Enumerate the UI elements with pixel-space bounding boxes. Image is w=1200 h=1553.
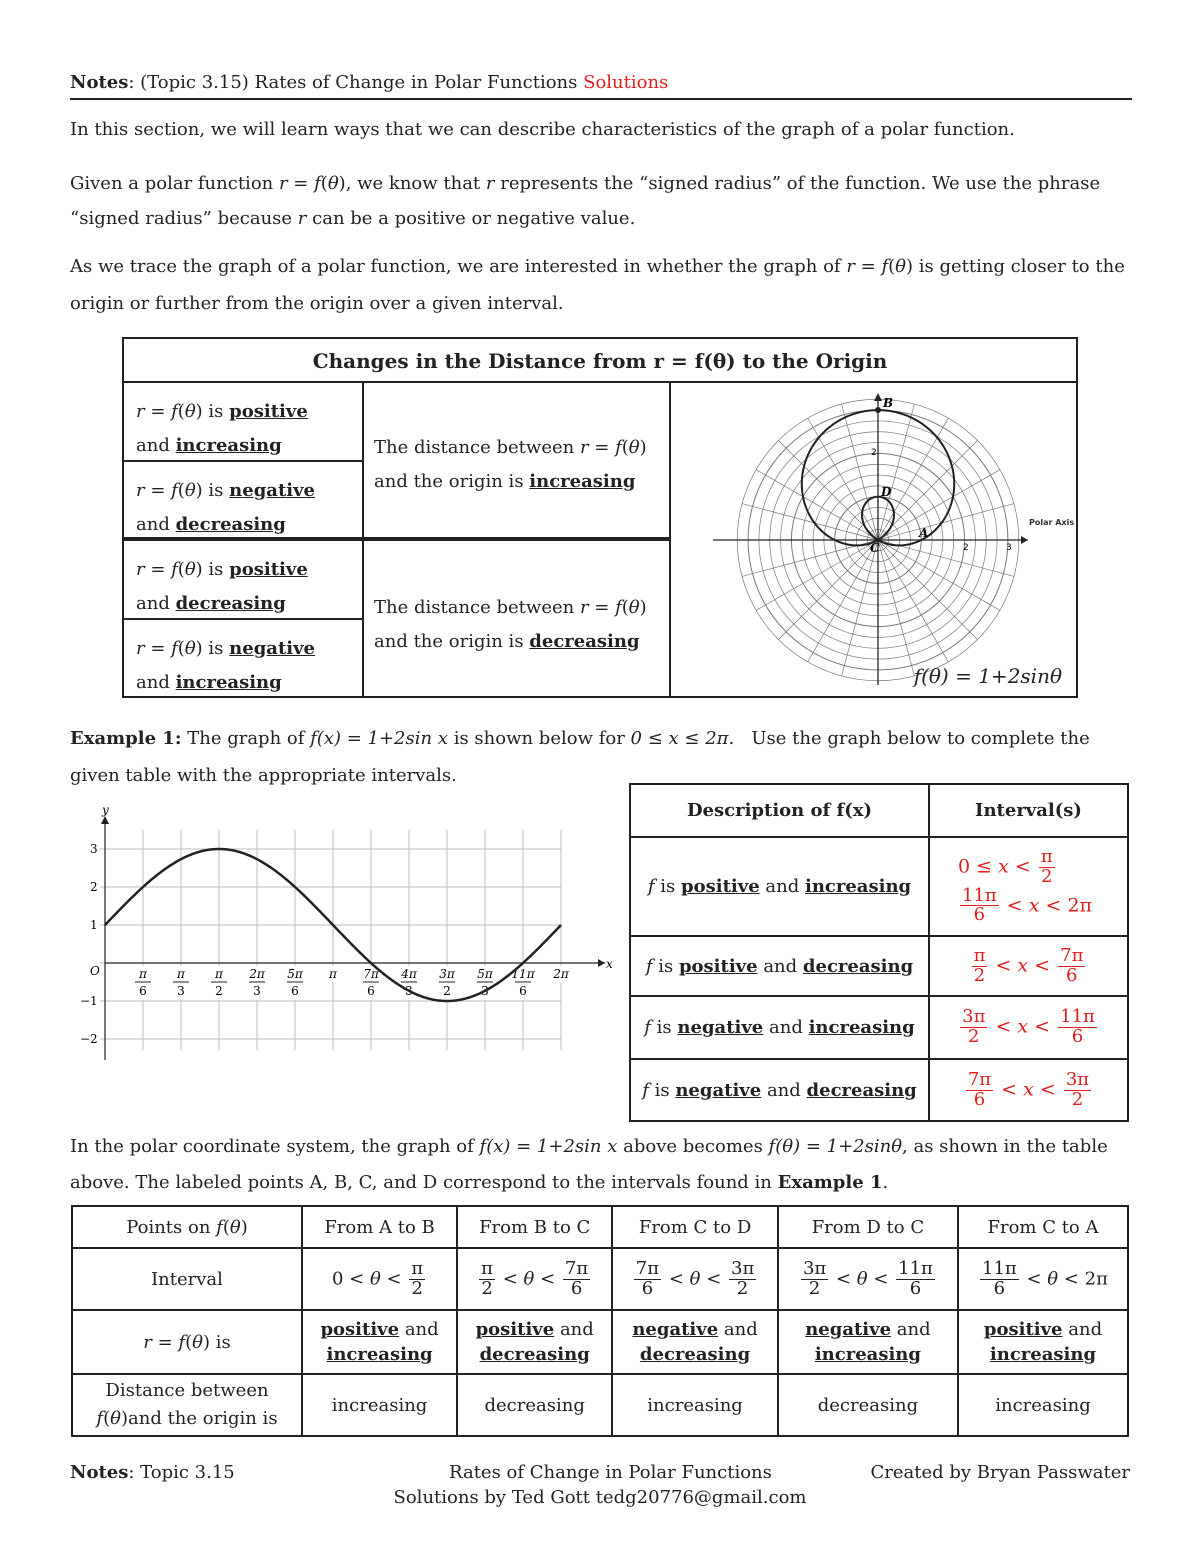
desc-row-3: f is negative and increasing (630, 996, 929, 1059)
page-header (70, 72, 1132, 93)
y-tick-label: 2 (90, 880, 98, 894)
point-c-label: C (870, 541, 880, 555)
x-tick-numerator: π (329, 967, 337, 981)
dist-val-2: decreasing (457, 1374, 612, 1436)
polar-grid-ray (878, 418, 948, 540)
x-tick-numerator: π (177, 967, 185, 981)
x-tick-numerator: π (139, 967, 147, 981)
notes-label: Notes (70, 72, 129, 93)
distance-row-2: r = f(θ) is negative and decreasing (124, 462, 362, 541)
polar-graph-caption: f(θ) = 1+2sinθ (913, 664, 1062, 688)
x-tick-numerator: 11π (511, 967, 535, 981)
distance-result-decreasing: The distance between r = f(θ) and the origin is decreasing (374, 597, 647, 652)
x-tick-denominator: 3 (405, 984, 413, 998)
polar-grid-ray (808, 418, 878, 540)
r-label: r = f(θ) is (72, 1310, 302, 1374)
x-tick-denominator: 6 (367, 984, 375, 998)
col-d-to-c: From D to C (778, 1206, 958, 1248)
intro-paragraph-2: Given a polar function r = f(θ), we know that r represents the “signed radius” of the function. We use the phrase “signed radius” because r can be a positive or negative value. (70, 173, 1101, 229)
x-tick-denominator: 3 (177, 984, 185, 998)
dist-val-1: increasing (302, 1374, 457, 1436)
polar-grid-ray (778, 440, 878, 540)
distance-row-1: r = f(θ) is positive and increasing (124, 383, 362, 462)
distance-label: Distance between f(θ)and the origin is (72, 1374, 302, 1436)
point-b-dot (875, 407, 881, 413)
x-tick-denominator: 3 (481, 984, 489, 998)
y-tick-label: O (90, 964, 100, 978)
footer-left: Notes: Topic 3.15 (70, 1462, 235, 1483)
polar-graph (673, 385, 1076, 696)
polar-grid-ray (742, 504, 878, 540)
y-tick-label: −2 (80, 1032, 98, 1046)
polar-grid-ray (878, 504, 1014, 540)
dist-val-3: increasing (612, 1374, 778, 1436)
footer-center: Rates of Change in Polar Functions (449, 1462, 772, 1483)
r-val-2: positive and decreasing (457, 1310, 612, 1374)
x-tick-numerator: 7π (363, 967, 379, 981)
vertical-2-label: 2 (871, 448, 877, 458)
x-tick-numerator: π (215, 967, 223, 981)
x-tick-numerator: 5π (287, 967, 303, 981)
point-d-label: D (881, 485, 892, 499)
interval-c-to-a: $\frac{11\pi}{6}$ < θ < 2π (958, 1248, 1128, 1310)
distance-table-title: Changes in the Distance from r = f(θ) to the Origin (124, 339, 1076, 383)
x-tick-numerator: 3π (439, 967, 455, 981)
col-b-to-c: From B to C (457, 1206, 612, 1248)
polar-paragraph: In the polar coordinate system, the graph of f(x) = 1+2sin x above becomes f(θ) = 1+2sinθ, as shown in the table above. The labeled points A, B, C, and D correspond to the intervals found in Example 1. (70, 1136, 1108, 1193)
example-1-text: Example 1: The graph of f(x) = 1+2sin x is shown below for 0 ≤ x ≤ 2π. Use the graph below to complete the given table with the appropriate intervals. (70, 728, 1090, 786)
col-c-to-d: From C to D (612, 1206, 778, 1248)
polar-grid-ray (878, 540, 948, 662)
interval-col-header: Interval(s) (929, 784, 1128, 837)
polar-grid-ray (878, 540, 978, 640)
polar-grid-ray (878, 540, 1000, 610)
polar-grid-ray (878, 470, 1000, 540)
header-topic: : (Topic 3.15) Rates of Change in Polar Functions (128, 72, 578, 93)
points-table (71, 1205, 1129, 1437)
distance-row-4: r = f(θ) is negative and increasing (136, 638, 316, 693)
y-tick-label: 3 (90, 842, 98, 856)
y-tick-label: −1 (80, 994, 98, 1008)
polar-grid-ray (842, 540, 878, 676)
intro-paragraph-1: In this section, we will learn ways that we can describe characteristics of the graph of a polar function. (70, 119, 1015, 140)
x-axis-label: x (606, 957, 613, 971)
interval-row-3: $\frac{3\pi}{2}$ < x < $\frac{11\pi}{6}$ (929, 996, 1128, 1059)
x-tick-numerator: 2π (249, 967, 265, 981)
header-rule (70, 98, 1132, 100)
interval-label: Interval (72, 1248, 302, 1310)
r-val-1: positive and increasing (302, 1310, 457, 1374)
col-c-to-a: From C to A (958, 1206, 1128, 1248)
x-tick-denominator: 6 (291, 984, 299, 998)
polar-grid-ray (778, 540, 878, 640)
solutions-label: Solutions (583, 72, 669, 93)
interval-row-1: 0 ≤ x < $\frac{\pi}{2}$ $\frac{11\pi}{6}$ < x < 2π (929, 837, 1128, 936)
interval-b-to-c: $\frac{\pi}{2}$ < θ < $\frac{7\pi}{6}$ (457, 1248, 612, 1310)
radius-3-label: 3 (1006, 543, 1012, 553)
polar-grid-ray (808, 540, 878, 662)
polar-grid-ray (756, 470, 878, 540)
x-tick-denominator: 2 (215, 984, 223, 998)
distance-table (122, 337, 1078, 698)
r-val-4: negative and increasing (778, 1310, 958, 1374)
x-tick-denominator: 2 (443, 984, 451, 998)
interval-c-to-d: $\frac{7\pi}{6}$ < θ < $\frac{3\pi}{2}$ (612, 1248, 778, 1310)
interval-a-to-b: 0 < θ < $\frac{\pi}{2}$ (302, 1248, 457, 1310)
interval-row-2: $\frac{\pi}{2}$ < x < $\frac{7\pi}{6}$ (929, 936, 1128, 996)
x-tick-denominator: 6 (139, 984, 147, 998)
desc-col-header: Description of f(x) (630, 784, 929, 837)
x-tick-denominator: 6 (519, 984, 527, 998)
distance-row-3: r = f(θ) is positive and decreasing (124, 541, 362, 620)
distance-result-increasing: The distance between r = f(θ) and the origin is increasing (364, 383, 669, 541)
description-table (629, 783, 1129, 1122)
desc-row-4: f is negative and decreasing (630, 1059, 929, 1121)
dist-val-4: decreasing (778, 1374, 958, 1436)
polar-grid-ray (842, 404, 878, 540)
sine-graph (80, 800, 620, 1065)
point-a-label: A (919, 526, 929, 540)
footer-solutions: Solutions by Ted Gott tedg20776@gmail.com (393, 1487, 807, 1508)
r-val-3: negative and decreasing (612, 1310, 778, 1374)
polar-axis-label: Polar Axis (1029, 518, 1075, 527)
desc-row-1: f is positive and increasing (630, 837, 929, 936)
intro-paragraph-3: As we trace the graph of a polar function, we are interested in whether the graph of r = f(θ) is getting closer to the origin or further from the origin over a given interval. (70, 256, 1125, 314)
col-a-to-b: From A to B (302, 1206, 457, 1248)
x-tick-numerator: 5π (477, 967, 493, 981)
interval-d-to-c: $\frac{3\pi}{2}$ < θ < $\frac{11\pi}{6}$ (778, 1248, 958, 1310)
x-tick-numerator: 4π (401, 967, 417, 981)
polar-grid-ray (878, 404, 914, 540)
radius-2-label: 2 (963, 543, 969, 553)
dist-val-5: increasing (958, 1374, 1128, 1436)
x-tick-denominator: 3 (253, 984, 261, 998)
r-val-5: positive and increasing (958, 1310, 1128, 1374)
polar-grid-ray (878, 540, 914, 676)
points-header: Points on f(θ) (72, 1206, 302, 1248)
footer-right: Created by Bryan Passwater (870, 1462, 1130, 1483)
desc-row-2: f is positive and decreasing (630, 936, 929, 996)
interval-row-4: $\frac{7\pi}{6}$ < x < $\frac{3\pi}{2}$ (929, 1059, 1128, 1121)
polar-grid-ray (756, 540, 878, 610)
point-b-label: B (883, 396, 894, 410)
y-tick-label: 1 (90, 918, 98, 932)
y-axis-label: y (102, 803, 109, 817)
x-tick-numerator: 2π (553, 967, 569, 981)
